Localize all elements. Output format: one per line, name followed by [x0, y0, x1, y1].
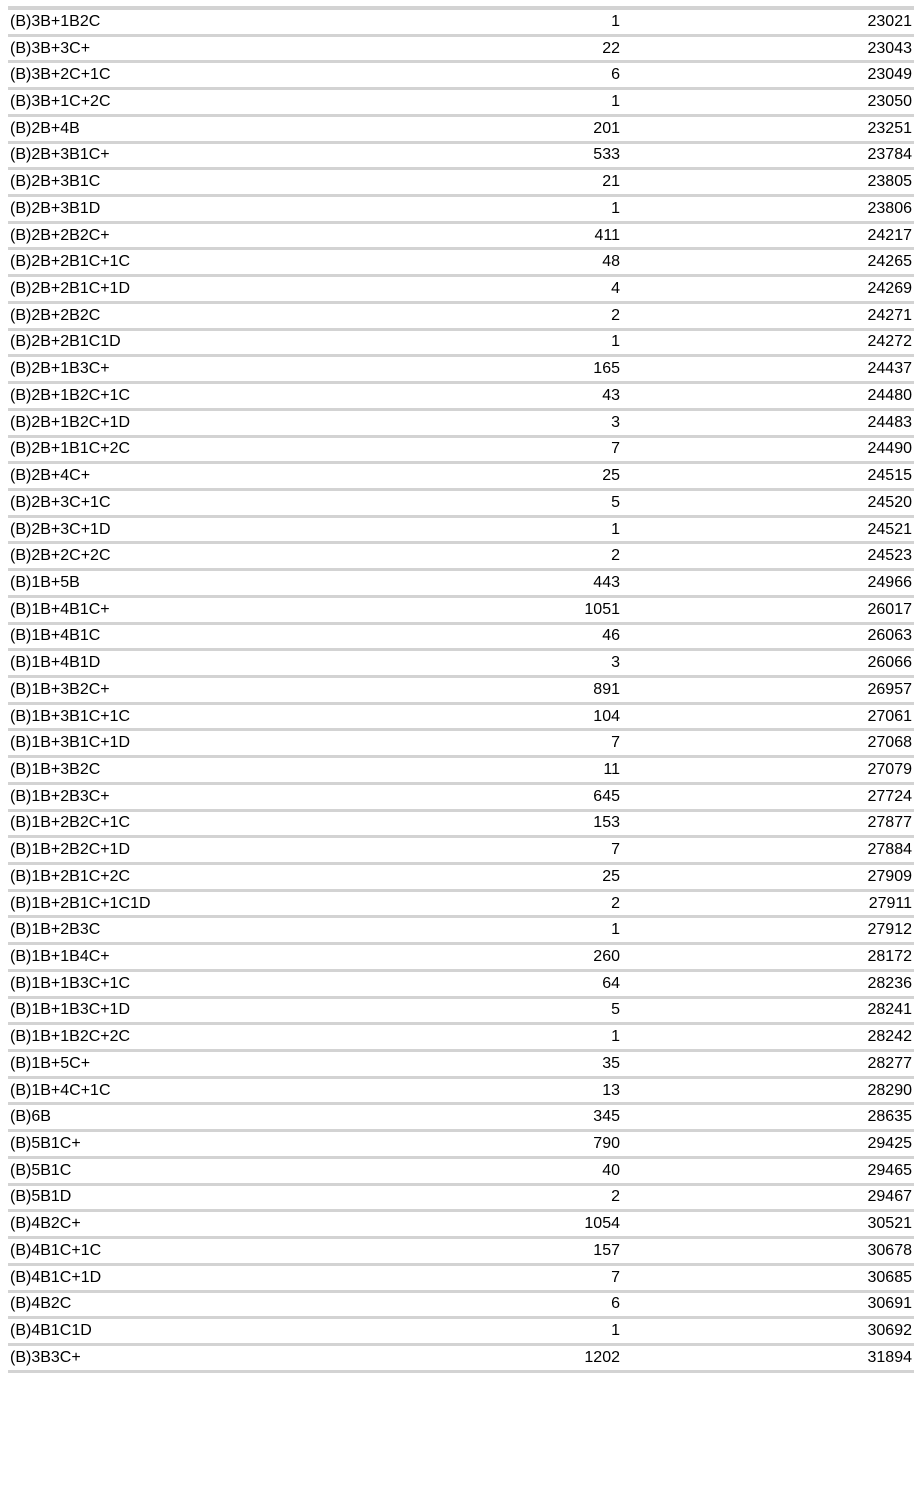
table-row	[8, 1293, 914, 1320]
row-cumulative: 27912	[867, 922, 912, 939]
row-count: 40	[602, 1162, 620, 1179]
row-cumulative: 30692	[867, 1323, 912, 1340]
table-row	[8, 865, 914, 892]
row-label: (B)1B+1B4C+	[10, 949, 110, 966]
row-cumulative: 27068	[867, 735, 912, 752]
row-cumulative: 26063	[867, 628, 912, 645]
row-label: (B)2B+1B1C+2C	[10, 441, 131, 458]
row-count: 25	[602, 868, 620, 885]
row-cumulative: 28172	[867, 949, 912, 966]
table-row	[8, 945, 914, 972]
row-count: 4	[611, 281, 620, 298]
row-label: (B)1B+1B3C+1D	[10, 1002, 131, 1019]
row-cumulative: 23049	[867, 67, 912, 84]
row-count: 2	[611, 307, 620, 324]
table-row	[8, 838, 914, 865]
row-cumulative: 26017	[867, 601, 912, 618]
row-cumulative: 28635	[867, 1109, 912, 1126]
row-cumulative: 27724	[867, 788, 912, 805]
row-cumulative: 27061	[867, 708, 912, 725]
row-label: (B)1B+3B1C+1D	[10, 735, 131, 752]
table-row	[8, 1052, 914, 1079]
table-row	[8, 571, 914, 598]
row-cumulative: 31894	[867, 1349, 912, 1366]
table-row	[8, 1132, 914, 1159]
row-label: (B)1B+1B3C+1C	[10, 975, 131, 992]
table-row	[8, 812, 914, 839]
row-count: 2	[611, 1189, 620, 1206]
row-count: 1	[611, 13, 620, 30]
table-row	[8, 758, 914, 785]
row-cumulative: 26957	[867, 681, 912, 698]
table-row	[8, 277, 914, 304]
row-count: 645	[593, 788, 620, 805]
data-table	[8, 6, 914, 1373]
row-label: (B)1B+2B2C+1C	[10, 815, 131, 832]
row-count: 1	[611, 1029, 620, 1046]
row-label: (B)2B+3B1D	[10, 200, 101, 217]
row-cumulative: 28290	[867, 1082, 912, 1099]
row-count: 11	[603, 761, 620, 778]
row-count: 3	[611, 655, 620, 672]
table-row	[8, 1025, 914, 1052]
table-row	[8, 438, 914, 465]
row-label: (B)1B+4B1C+	[10, 601, 110, 618]
table-row	[8, 1266, 914, 1293]
table-row	[8, 117, 914, 144]
row-label: (B)5B1C	[10, 1162, 72, 1179]
table-row	[8, 331, 914, 358]
table-row	[8, 224, 914, 251]
table-row	[8, 384, 914, 411]
row-cumulative: 28242	[867, 1029, 912, 1046]
row-cumulative: 27909	[867, 868, 912, 885]
row-label: (B)3B+1C+2C	[10, 94, 111, 111]
row-label: (B)2B+2B1C+1C	[10, 254, 131, 271]
table-row	[8, 1079, 914, 1106]
row-label: (B)3B+1B2C	[10, 13, 101, 30]
table-row	[8, 63, 914, 90]
row-cumulative: 23251	[867, 120, 912, 137]
table-body	[8, 10, 914, 1373]
row-label: (B)2B+1B2C+1C	[10, 387, 131, 404]
row-label: (B)2B+2B2C+	[10, 227, 110, 244]
row-cumulative: 28277	[867, 1055, 912, 1072]
row-label: (B)6B	[10, 1109, 51, 1126]
row-label: (B)1B+3B1C+1C	[10, 708, 131, 725]
row-count: 1	[611, 334, 620, 351]
row-count: 6	[611, 67, 620, 84]
table-row	[8, 1346, 914, 1373]
table-row	[8, 705, 914, 732]
row-label: (B)3B3C+	[10, 1349, 81, 1366]
row-label: (B)1B+4C+1C	[10, 1082, 111, 1099]
row-cumulative: 24269	[867, 281, 912, 298]
row-count: 157	[593, 1242, 620, 1259]
row-count: 2	[611, 548, 620, 565]
row-label: (B)1B+5B	[10, 574, 80, 591]
table-row	[8, 544, 914, 571]
row-count: 22	[602, 40, 620, 57]
row-count: 3	[611, 414, 620, 431]
table-row	[8, 464, 914, 491]
row-count: 1	[611, 1323, 620, 1340]
row-count: 25	[602, 468, 620, 485]
table-row	[8, 1159, 914, 1186]
row-label: (B)3B+2C+1C	[10, 67, 111, 84]
row-cumulative: 24490	[867, 441, 912, 458]
row-cumulative: 29465	[867, 1162, 912, 1179]
table-row	[8, 197, 914, 224]
row-label: (B)2B+2B1C+1D	[10, 281, 131, 298]
table-row	[8, 731, 914, 758]
row-count: 64	[602, 975, 620, 992]
row-cumulative: 23043	[867, 40, 912, 57]
row-count: 43	[602, 387, 620, 404]
table-row	[8, 144, 914, 171]
row-count: 7	[611, 735, 620, 752]
table-row	[8, 411, 914, 438]
row-label: (B)2B+1B3C+	[10, 361, 110, 378]
row-count: 443	[593, 574, 620, 591]
table-row	[8, 90, 914, 117]
row-cumulative: 24272	[867, 334, 912, 351]
row-cumulative: 24515	[867, 468, 912, 485]
row-cumulative: 27079	[867, 761, 912, 778]
row-label: (B)1B+2B3C	[10, 922, 101, 939]
table-row	[8, 37, 914, 64]
row-count: 7	[611, 1269, 620, 1286]
row-count: 345	[593, 1109, 620, 1126]
row-count: 13	[602, 1082, 620, 1099]
row-label: (B)4B2C+	[10, 1216, 81, 1233]
row-cumulative: 23805	[867, 174, 912, 191]
table-row	[8, 651, 914, 678]
row-count: 21	[602, 174, 620, 191]
table-row	[8, 785, 914, 812]
row-cumulative: 30685	[867, 1269, 912, 1286]
row-count: 5	[611, 494, 620, 511]
table-row	[8, 304, 914, 331]
row-label: (B)1B+2B3C+	[10, 788, 110, 805]
row-count: 46	[602, 628, 620, 645]
row-label: (B)1B+4B1C	[10, 628, 101, 645]
row-count: 104	[593, 708, 620, 725]
row-count: 6	[611, 1296, 620, 1313]
row-count: 1	[611, 922, 620, 939]
row-count: 48	[602, 254, 620, 271]
row-count: 1	[611, 521, 620, 538]
row-count: 891	[593, 681, 620, 698]
row-count: 411	[594, 227, 620, 244]
row-label: (B)2B+1B2C+1D	[10, 414, 131, 431]
table-row	[8, 918, 914, 945]
row-count: 260	[593, 949, 620, 966]
row-label: (B)2B+2B2C	[10, 307, 101, 324]
row-count: 7	[611, 441, 620, 458]
table-row	[8, 357, 914, 384]
row-label: (B)4B1C+1C	[10, 1242, 102, 1259]
row-label: (B)4B1C1D	[10, 1323, 92, 1340]
row-cumulative: 28236	[867, 975, 912, 992]
row-label: (B)5B1C+	[10, 1136, 81, 1153]
table-row	[8, 972, 914, 999]
row-cumulative: 27911	[868, 895, 912, 912]
row-count: 1051	[584, 601, 620, 618]
row-count: 35	[602, 1055, 620, 1072]
row-label: (B)2B+4B	[10, 120, 80, 137]
row-cumulative: 28241	[867, 1002, 912, 1019]
row-cumulative: 24480	[867, 387, 912, 404]
row-cumulative: 27884	[867, 842, 912, 859]
row-cumulative: 24265	[867, 254, 912, 271]
row-label: (B)2B+3B1C	[10, 174, 101, 191]
row-label: (B)2B+3C+1C	[10, 494, 111, 511]
row-cumulative: 23806	[867, 200, 912, 217]
table-row	[8, 170, 914, 197]
row-cumulative: 24437	[867, 361, 912, 378]
row-cumulative: 30691	[867, 1296, 912, 1313]
row-count: 1	[611, 200, 620, 217]
row-label: (B)1B+2B2C+1D	[10, 842, 131, 859]
row-cumulative: 24271	[867, 307, 912, 324]
row-count: 2	[611, 895, 620, 912]
table-row	[8, 491, 914, 518]
row-label: (B)1B+1B2C+2C	[10, 1029, 131, 1046]
row-label: (B)1B+3B2C	[10, 761, 101, 778]
table-row	[8, 518, 914, 545]
row-label: (B)5B1D	[10, 1189, 72, 1206]
table-row	[8, 625, 914, 652]
table-row	[8, 678, 914, 705]
row-label: (B)1B+2B1C+1C1D	[10, 895, 151, 912]
row-cumulative: 29467	[867, 1189, 912, 1206]
row-count: 5	[611, 1002, 620, 1019]
table-row	[8, 1239, 914, 1266]
row-count: 1054	[584, 1216, 620, 1233]
table-row	[8, 10, 914, 37]
table-row	[8, 999, 914, 1026]
row-label: (B)2B+2B1C1D	[10, 334, 121, 351]
table-row	[8, 1105, 914, 1132]
row-count: 201	[593, 120, 620, 137]
row-label: (B)3B+3C+	[10, 40, 91, 57]
row-label: (B)4B2C	[10, 1296, 72, 1313]
row-cumulative: 24966	[867, 574, 912, 591]
row-label: (B)2B+3B1C+	[10, 147, 110, 164]
table-row	[8, 250, 914, 277]
row-cumulative: 30521	[867, 1216, 912, 1233]
row-cumulative: 27877	[867, 815, 912, 832]
row-cumulative: 24520	[867, 494, 912, 511]
row-count: 165	[593, 361, 620, 378]
table-row	[8, 1212, 914, 1239]
row-cumulative: 24217	[867, 227, 912, 244]
row-count: 533	[593, 147, 620, 164]
row-cumulative: 23021	[867, 13, 912, 30]
row-label: (B)4B1C+1D	[10, 1269, 102, 1286]
row-count: 153	[593, 815, 620, 832]
row-cumulative: 23784	[867, 147, 912, 164]
row-label: (B)1B+5C+	[10, 1055, 91, 1072]
row-count: 790	[593, 1136, 620, 1153]
row-cumulative: 24521	[867, 521, 912, 538]
row-label: (B)1B+4B1D	[10, 655, 101, 672]
row-cumulative: 24483	[867, 414, 912, 431]
row-count: 1	[611, 94, 620, 111]
row-label: (B)1B+3B2C+	[10, 681, 110, 698]
table-row	[8, 598, 914, 625]
row-count: 7	[611, 842, 620, 859]
table-row	[8, 1319, 914, 1346]
row-cumulative: 30678	[867, 1242, 912, 1259]
table-row	[8, 892, 914, 919]
row-label: (B)2B+4C+	[10, 468, 91, 485]
row-cumulative: 29425	[867, 1136, 912, 1153]
row-cumulative: 26066	[867, 655, 912, 672]
row-cumulative: 24523	[867, 548, 912, 565]
row-label: (B)2B+2C+2C	[10, 548, 111, 565]
row-cumulative: 23050	[867, 94, 912, 111]
row-label: (B)2B+3C+1D	[10, 521, 111, 538]
row-count: 1202	[584, 1349, 620, 1366]
row-label: (B)1B+2B1C+2C	[10, 868, 131, 885]
table-row	[8, 1186, 914, 1213]
